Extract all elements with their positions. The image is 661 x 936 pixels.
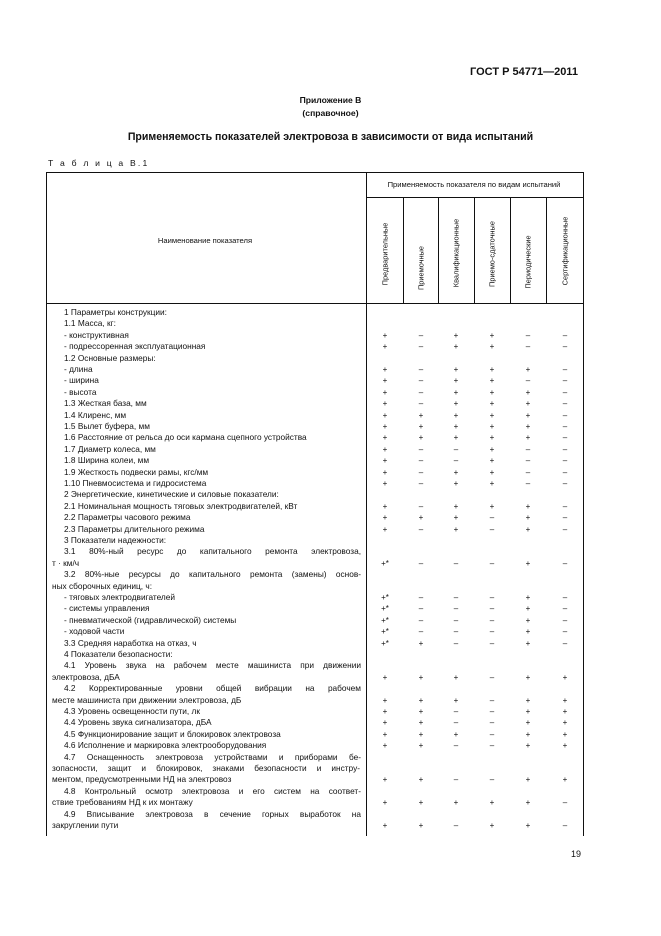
table-row: [0, 809, 661, 820]
annex-subtitle: (справочное): [302, 108, 359, 118]
applicability-mark: –: [562, 330, 568, 340]
indicator-name: - высота: [64, 386, 97, 397]
table-row: [0, 444, 661, 455]
applicability-mark: +: [489, 821, 495, 830]
indicator-name: 4.4 Уровень звука сигнализатора, дБА: [64, 717, 212, 728]
applicability-mark: +: [418, 513, 424, 523]
applicability-mark: +: [453, 342, 459, 352]
applicability-mark: +: [453, 330, 459, 340]
table-caption: Т а б л и ц а В.1: [48, 158, 150, 168]
applicability-mark: –: [525, 456, 531, 466]
applicability-mark: +: [525, 422, 531, 431]
applicability-mark: –: [489, 775, 495, 785]
applicability-mark: +: [525, 513, 531, 523]
section-heading: Применяемость показателей электровоза в зависимости от вида испытаний: [127, 131, 534, 143]
applicability-mark: +: [382, 376, 388, 386]
applicability-mark: +: [453, 479, 459, 488]
applicability-mark: +: [418, 798, 424, 808]
indicator-name: 1.1 Масса, кг:: [64, 318, 116, 329]
applicability-mark: +: [453, 399, 459, 409]
column-divider: [474, 197, 475, 303]
applicability-mark: +: [489, 456, 495, 466]
applicability-mark: +: [525, 741, 531, 751]
applicability-mark: +: [382, 330, 388, 340]
applicability-mark: +: [525, 387, 531, 397]
table-row: [0, 729, 661, 740]
applicability-mark: +: [489, 330, 495, 340]
applicability-mark: +: [525, 798, 531, 808]
indicator-name: - конструктивная: [64, 329, 129, 340]
applicability-mark: +: [562, 672, 568, 682]
column-divider: [510, 197, 511, 303]
applicability-mark: –: [562, 615, 568, 625]
applicability-mark: +: [453, 524, 459, 534]
applicability-mark: +: [382, 387, 388, 397]
table-row: [0, 421, 661, 432]
applicability-mark: +: [489, 501, 495, 511]
applicability-mark: –: [453, 741, 459, 751]
applicability-mark: +: [525, 718, 531, 728]
applicability-mark: –: [489, 672, 495, 682]
table-row: [0, 638, 661, 649]
indicator-name: 3 Показатели надежности:: [64, 535, 167, 545]
applicability-mark: –: [453, 627, 459, 637]
applicability-mark: +: [453, 365, 459, 374]
applicability-mark: +*: [381, 558, 389, 568]
table-row: [0, 398, 661, 409]
applicability-mark: +: [525, 775, 531, 785]
applicability-mark: +: [382, 513, 388, 523]
table-row: [0, 478, 661, 489]
applicability-mark: –: [489, 513, 495, 523]
indicator-name: 4.6 Исполнение и маркировка электрооборудования: [64, 740, 267, 751]
applicability-mark: +: [418, 821, 424, 830]
applicability-mark: –: [489, 695, 495, 705]
applicability-mark: +: [382, 672, 388, 682]
applicability-mark: +: [453, 387, 459, 397]
applicability-mark: –: [418, 467, 424, 477]
applicability-mark: –: [418, 365, 424, 374]
indicator-name: месте машиниста при движении электровоза, дБ: [52, 694, 242, 705]
header-bottom-border: [46, 303, 583, 304]
table-row: [0, 387, 661, 398]
applicability-mark: –: [489, 615, 495, 625]
name-column-header: Наименование показателя: [157, 236, 253, 245]
table-row: [0, 763, 661, 774]
applicability-mark: +: [489, 798, 495, 808]
table-row: [0, 467, 661, 478]
applicability-mark: –: [418, 604, 424, 614]
applicability-mark: –: [489, 718, 495, 728]
applicability-mark: –: [418, 615, 424, 625]
table-top-border: [46, 172, 583, 173]
table-row: [0, 695, 661, 706]
indicator-name: - подрессоренная эксплуатационная: [64, 341, 206, 352]
indicator-name: - тяговых электродвигателей: [64, 592, 176, 602]
indicator-name: 1.8 Ширина колеи, мм: [64, 455, 150, 466]
applicability-mark: +: [525, 638, 531, 648]
table-row: [0, 683, 661, 694]
table-row: [0, 410, 661, 421]
applicability-mark: –: [525, 444, 531, 454]
applicability-mark: +: [525, 604, 531, 614]
applicability-mark: +: [525, 672, 531, 682]
indicator-name: 4.3 Уровень освещенности пути, лк: [64, 706, 200, 716]
applicability-mark: +*: [381, 638, 389, 648]
applicability-mark: –: [562, 467, 568, 477]
applicability-mark: +: [453, 513, 459, 523]
table-row: [0, 501, 661, 512]
test-types-group-header: Применяемость показателя по видам испытаний: [387, 180, 561, 189]
column-divider: [546, 197, 547, 303]
applicability-mark: +: [418, 433, 424, 443]
applicability-mark: –: [525, 330, 531, 340]
table-row: [0, 432, 661, 443]
applicability-mark: –: [562, 410, 568, 420]
applicability-mark: +: [525, 501, 531, 511]
applicability-mark: +: [382, 501, 388, 511]
table-row: [0, 786, 661, 797]
indicator-name: зопасности, защит и блокировок, знаками безопасности и инстру-: [52, 763, 360, 773]
applicability-mark: +: [525, 524, 531, 534]
applicability-mark: –: [562, 627, 568, 637]
indicator-name: 2.3 Параметры длительного режима: [64, 523, 205, 534]
indicator-name: - ширина: [64, 375, 99, 386]
applicability-mark: +: [382, 718, 388, 728]
applicability-mark: +: [382, 433, 388, 443]
applicability-mark: –: [525, 479, 531, 488]
indicator-name: 3.1 80%-ный ресурс до капитального ремонта электровоза,: [64, 546, 361, 557]
column-divider: [403, 197, 404, 303]
indicator-name: 1.7 Диаметр колеса, мм: [64, 443, 156, 454]
applicability-mark: +: [418, 775, 424, 785]
applicability-mark: –: [562, 422, 568, 431]
applicability-mark: +: [489, 479, 495, 488]
applicability-mark: +: [418, 707, 424, 716]
applicability-mark: +: [418, 672, 424, 682]
applicability-mark: –: [562, 638, 568, 648]
applicability-mark: +: [382, 456, 388, 466]
applicability-mark: +: [382, 444, 388, 454]
applicability-mark: +: [525, 821, 531, 830]
applicability-mark: +: [489, 342, 495, 352]
applicability-mark: –: [453, 615, 459, 625]
table-row: [0, 489, 661, 500]
table-row: [0, 569, 661, 580]
applicability-mark: –: [453, 638, 459, 648]
table-row: [0, 603, 661, 614]
applicability-mark: –: [489, 741, 495, 751]
applicability-mark: –: [418, 524, 424, 534]
applicability-mark: +: [453, 376, 459, 386]
column-divider: [438, 197, 439, 303]
applicability-mark: +*: [381, 593, 389, 602]
applicability-mark: –: [418, 399, 424, 409]
indicator-name: 4.1 Уровень звука на рабочем месте машиниста при движении: [64, 660, 361, 671]
indicator-name: 1.9 Жесткость подвески рамы, кгс/мм: [64, 466, 209, 477]
table-row: [0, 592, 661, 603]
applicability-mark: +: [453, 729, 459, 739]
table-row: [0, 626, 661, 637]
applicability-mark: –: [453, 604, 459, 614]
indicator-name: 1.4 Клиренс, мм: [64, 409, 127, 420]
applicability-mark: +: [418, 741, 424, 751]
applicability-mark: –: [453, 821, 459, 830]
applicability-mark: +: [525, 558, 531, 568]
table-row: [0, 649, 661, 660]
indicator-name: 1.10 Пневмосистема и гидросистема: [64, 478, 207, 488]
applicability-mark: –: [418, 330, 424, 340]
applicability-mark: +: [382, 695, 388, 705]
table-row: [0, 455, 661, 466]
indicator-name: 1.2 Основные размеры:: [64, 352, 156, 363]
applicability-mark: +: [418, 729, 424, 739]
applicability-mark: –: [562, 456, 568, 466]
indicator-name: 3.2 80%-ные ресурсы до капитального ремонта (замены) основ-: [64, 569, 361, 580]
applicability-mark: +*: [381, 615, 389, 625]
applicability-mark: +: [525, 433, 531, 443]
table-row: [0, 512, 661, 523]
applicability-mark: +: [489, 433, 495, 443]
applicability-mark: +: [382, 729, 388, 739]
table-row: [0, 558, 661, 569]
applicability-mark: +: [382, 422, 388, 431]
applicability-mark: +: [453, 410, 459, 420]
table-row: [0, 330, 661, 341]
applicability-mark: –: [562, 821, 568, 830]
applicability-mark: +: [562, 741, 568, 751]
applicability-mark: –: [453, 444, 459, 454]
table-row: [0, 740, 661, 751]
applicability-mark: +: [525, 399, 531, 409]
indicator-name: 1.5 Вылет буфера, мм: [64, 421, 150, 431]
table-row: [0, 546, 661, 557]
applicability-mark: +: [525, 729, 531, 739]
applicability-mark: +: [562, 729, 568, 739]
applicability-mark: +: [489, 410, 495, 420]
applicability-mark: –: [453, 775, 459, 785]
applicability-mark: –: [453, 593, 459, 602]
applicability-mark: +: [418, 422, 424, 431]
applicability-mark: –: [489, 707, 495, 716]
applicability-mark: –: [489, 627, 495, 637]
applicability-mark: –: [562, 524, 568, 534]
applicability-mark: +: [382, 479, 388, 488]
table-row: [0, 524, 661, 535]
indicator-name: т · км/ч: [52, 557, 80, 568]
standard-number: ГОСТ Р 54771—2011: [470, 66, 578, 78]
applicability-mark: –: [562, 365, 568, 374]
applicability-mark: +: [453, 501, 459, 511]
applicability-mark: +: [453, 433, 459, 443]
applicability-mark: +: [382, 798, 388, 808]
table-row: [0, 353, 661, 364]
applicability-mark: –: [453, 718, 459, 728]
applicability-mark: –: [418, 444, 424, 454]
applicability-mark: –: [418, 387, 424, 397]
applicability-mark: +: [525, 410, 531, 420]
indicator-name: 2.2 Параметры часового режима: [64, 512, 191, 523]
indicator-name: 4.7 Оснащенность электровоза устройствами и приборами бе-: [64, 751, 361, 762]
indicator-name: электровоза, дБА: [52, 671, 120, 682]
indicator-name: 3.3 Средняя наработка на отказ, ч: [64, 637, 197, 648]
applicability-mark: –: [418, 558, 424, 568]
applicability-mark: –: [418, 376, 424, 386]
table-row: [0, 535, 661, 546]
applicability-mark: +: [562, 775, 568, 785]
indicator-name: 4.2 Корректированные уровни общей вибрации на рабочем: [64, 683, 361, 694]
applicability-mark: –: [489, 604, 495, 614]
applicability-mark: +: [525, 593, 531, 602]
applicability-mark: +: [418, 410, 424, 420]
indicator-name: закруглении пути: [52, 820, 119, 830]
applicability-mark: +: [382, 821, 388, 830]
table-row: [0, 307, 661, 318]
indicator-name: 1 Параметры конструкции:: [64, 307, 167, 317]
applicability-mark: +: [382, 524, 388, 534]
table-row: [0, 375, 661, 386]
applicability-mark: +: [453, 672, 459, 682]
applicability-mark: –: [562, 433, 568, 443]
applicability-mark: –: [489, 524, 495, 534]
table-row: [0, 717, 661, 728]
applicability-mark: –: [453, 558, 459, 568]
applicability-mark: +: [418, 695, 424, 705]
applicability-mark: –: [525, 342, 531, 352]
applicability-mark: +: [525, 627, 531, 637]
table-row: [0, 820, 661, 831]
table-row: [0, 615, 661, 626]
indicator-name: 1.3 Жесткая база, мм: [64, 398, 147, 409]
applicability-mark: +: [453, 422, 459, 431]
applicability-mark: +: [382, 775, 388, 785]
table-row: [0, 752, 661, 763]
table-row: [0, 797, 661, 808]
applicability-mark: –: [562, 342, 568, 352]
applicability-mark: +: [562, 718, 568, 728]
applicability-mark: +: [525, 695, 531, 705]
applicability-mark: +: [382, 399, 388, 409]
applicability-mark: +: [453, 467, 459, 477]
applicability-mark: +*: [381, 627, 389, 637]
applicability-mark: +: [489, 422, 495, 431]
applicability-mark: +: [382, 410, 388, 420]
applicability-mark: –: [489, 593, 495, 602]
applicability-mark: –: [562, 444, 568, 454]
applicability-mark: +: [525, 365, 531, 374]
applicability-mark: +: [382, 741, 388, 751]
applicability-mark: +: [489, 444, 495, 454]
table-row: [0, 706, 661, 717]
applicability-mark: –: [562, 501, 568, 511]
applicability-mark: –: [489, 638, 495, 648]
applicability-mark: +: [453, 798, 459, 808]
applicability-mark: –: [418, 479, 424, 488]
applicability-mark: –: [453, 456, 459, 466]
applicability-mark: –: [562, 479, 568, 488]
applicability-mark: –: [489, 729, 495, 739]
table-row: [0, 774, 661, 785]
table-row: [0, 672, 661, 683]
indicator-name: 1.6 Расстояние от рельса до оси кармана сцепного устройства: [64, 432, 307, 443]
applicability-mark: +*: [381, 604, 389, 614]
applicability-mark: –: [418, 627, 424, 637]
indicator-name: 2.1 Номинальная мощность тяговых электродвигателей, кВт: [64, 500, 298, 511]
indicator-name: ментом, предусмотренными НД на электровоз: [52, 774, 232, 785]
applicability-mark: +: [489, 365, 495, 374]
applicability-mark: –: [562, 399, 568, 409]
applicability-mark: –: [453, 707, 459, 716]
indicator-name: - ходовой части: [64, 626, 125, 637]
applicability-mark: –: [562, 513, 568, 523]
applicability-mark: –: [525, 467, 531, 477]
table-row: [0, 318, 661, 329]
indicator-name: 4.5 Функционирование защит и блокировок электровоза: [64, 728, 281, 739]
applicability-mark: –: [562, 558, 568, 568]
applicability-mark: –: [418, 456, 424, 466]
annex-title: Приложение В: [299, 95, 362, 105]
applicability-mark: +: [489, 467, 495, 477]
table-row: [0, 660, 661, 671]
applicability-mark: +: [562, 695, 568, 705]
applicability-mark: +: [489, 376, 495, 386]
applicability-mark: –: [525, 376, 531, 386]
applicability-mark: +: [382, 365, 388, 374]
applicability-mark: –: [562, 798, 568, 808]
applicability-mark: +: [562, 707, 568, 716]
applicability-mark: –: [562, 593, 568, 602]
page-number: 19: [571, 849, 582, 859]
applicability-mark: +: [489, 399, 495, 409]
indicator-name: - пневматической (гидравлической) системы: [64, 614, 237, 625]
indicator-name: 4.8 Контрольный осмотр электровоза и его систем на соответ-: [64, 785, 361, 796]
indicator-name: - системы управления: [64, 603, 150, 614]
indicator-name: 4 Показатели безопасности:: [64, 649, 173, 659]
indicator-name: ствие требованиям НД к их монтажу: [52, 797, 193, 808]
table-row: [0, 364, 661, 375]
table-row: [0, 581, 661, 592]
applicability-mark: +: [382, 342, 388, 352]
indicator-name: ных сборочных единиц, ч:: [52, 580, 152, 591]
indicator-name: 2 Энергетические, кинетические и силовые показатели:: [64, 489, 279, 500]
applicability-mark: +: [382, 707, 388, 716]
applicability-mark: –: [489, 558, 495, 568]
indicator-name: - длина: [64, 364, 93, 374]
applicability-mark: +: [418, 638, 424, 648]
applicability-mark: +: [525, 615, 531, 625]
applicability-mark: +: [489, 387, 495, 397]
applicability-mark: –: [562, 604, 568, 614]
applicability-mark: +: [525, 707, 531, 716]
applicability-mark: –: [418, 501, 424, 511]
applicability-mark: +: [418, 718, 424, 728]
applicability-mark: –: [562, 387, 568, 397]
applicability-mark: +: [382, 467, 388, 477]
applicability-mark: –: [418, 593, 424, 602]
table-row: [0, 341, 661, 352]
applicability-mark: –: [418, 342, 424, 352]
applicability-mark: –: [562, 376, 568, 386]
indicator-name: 4.9 Вписывание электровоза в сечение горных выработок на: [64, 808, 361, 819]
applicability-mark: +: [453, 695, 459, 705]
